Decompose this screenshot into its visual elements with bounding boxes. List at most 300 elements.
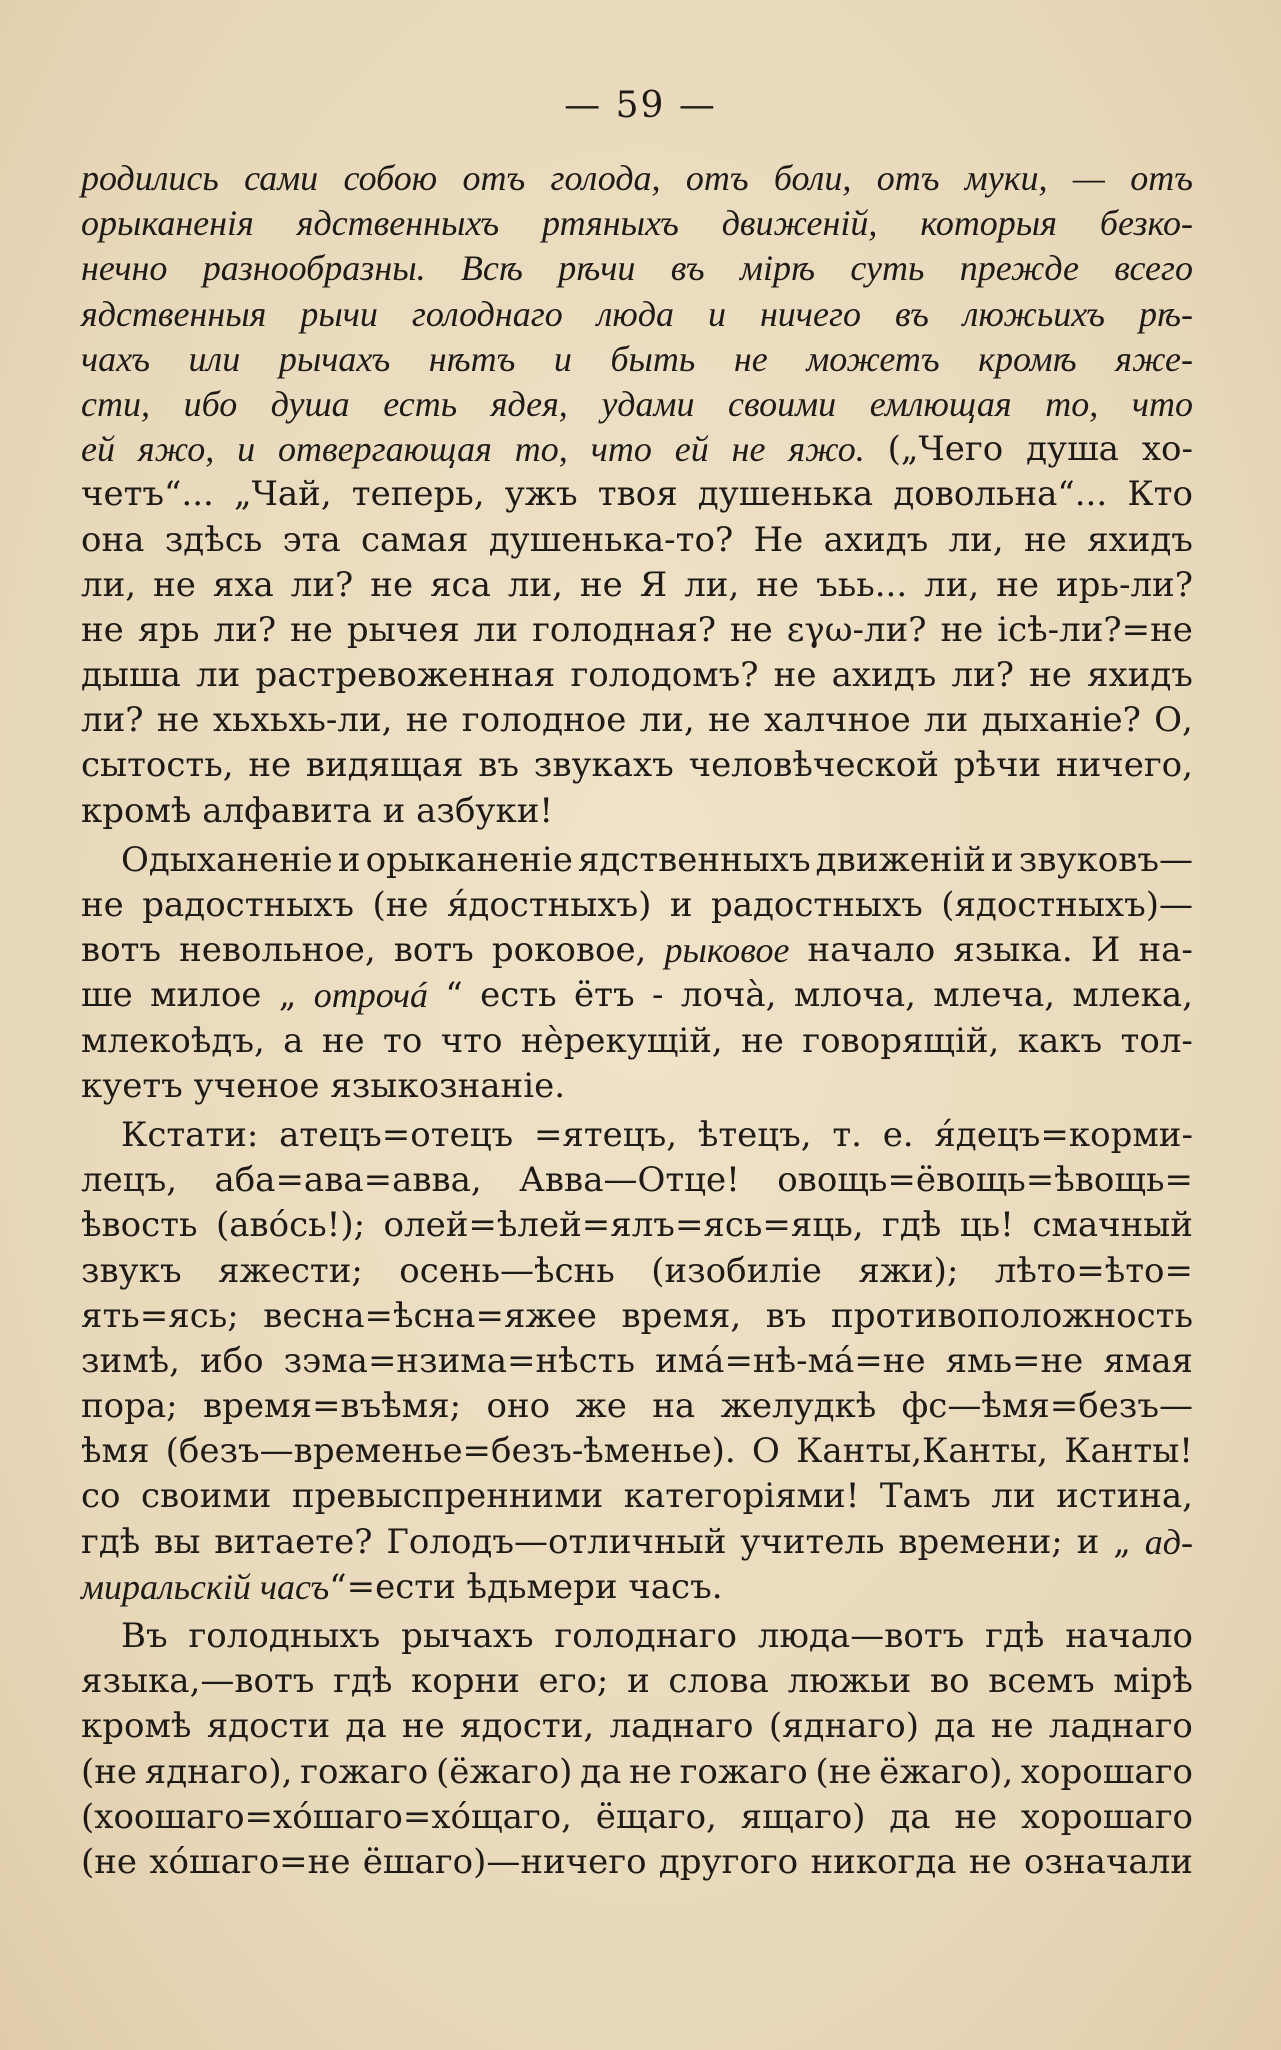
text-line <box>81 1384 1193 1429</box>
text-line <box>81 1429 1193 1474</box>
word: орыканеніе <box>365 839 573 880</box>
text-line <box>81 1158 1193 1203</box>
word: ничего, <box>1055 745 1193 786</box>
text-line <box>81 292 1193 337</box>
word: ямая <box>1103 1340 1193 1381</box>
word: не <box>940 609 984 650</box>
word: эта <box>282 519 341 560</box>
text-line <box>81 1019 1193 1064</box>
word: орыканенія <box>81 203 254 244</box>
word: не <box>1029 655 1072 696</box>
word: яже- <box>1115 338 1193 379</box>
word: отвергающая <box>278 429 492 470</box>
word: (изобиліе <box>651 1250 822 1291</box>
word: ъьь... <box>816 564 908 605</box>
word: начало <box>1065 1616 1193 1656</box>
word: „Чай, <box>234 474 332 515</box>
word: не <box>321 1020 365 1061</box>
word: языка,—вотъ <box>81 1661 315 1702</box>
word: ужъ <box>504 474 578 515</box>
text-line <box>81 1614 1193 1659</box>
word: хорошаго <box>1020 1751 1193 1792</box>
word: Голодъ—отличный <box>386 1521 727 1562</box>
word: своими <box>140 1476 272 1517</box>
text-line <box>81 1659 1193 1704</box>
word: она <box>81 519 145 560</box>
text-line <box>81 1704 1193 1749</box>
word: своими <box>728 383 837 424</box>
word: рычея <box>346 609 460 650</box>
word: рѣ- <box>1138 293 1193 334</box>
text-line <box>81 973 1193 1018</box>
word: не <box>968 1841 1012 1882</box>
word: въ <box>670 248 705 289</box>
word: слова <box>668 1661 769 1702</box>
word: не <box>401 1706 445 1747</box>
word: категоріями! <box>623 1476 860 1517</box>
word: не <box>405 700 449 741</box>
word: олей=ѣлей=ялъ=ясь=яць, <box>383 1205 864 1246</box>
word: четъ“... <box>81 474 214 515</box>
word: Въ <box>121 1616 168 1656</box>
word: языка. <box>953 930 1073 971</box>
text-line <box>81 156 1193 201</box>
word: тол- <box>1120 1020 1193 1061</box>
body-text <box>81 156 1193 1885</box>
text-line <box>81 472 1193 517</box>
word: довольна“... <box>893 474 1108 515</box>
word: да <box>934 1706 976 1747</box>
page-number: — 59 — <box>564 85 717 126</box>
word: дыханіе? <box>981 700 1141 741</box>
word: отрочá <box>313 975 429 1016</box>
word: роковое, <box>491 930 647 971</box>
word: яднаго), <box>144 1751 293 1792</box>
word: (безъ—временье=безъ-ѣменье). <box>165 1431 736 1472</box>
word: смачный <box>1032 1205 1193 1246</box>
word: яжо, <box>137 429 215 470</box>
word: Канты! <box>1064 1431 1193 1472</box>
text-line <box>81 1520 1193 1565</box>
text-line <box>81 1249 1193 1294</box>
word: не <box>756 564 800 605</box>
word: и <box>669 885 693 925</box>
word: вотъ <box>393 930 474 971</box>
word: ць! <box>959 1205 1014 1246</box>
word: я́достныхъ) <box>446 885 652 925</box>
word: и <box>553 338 572 379</box>
word: не <box>81 885 124 925</box>
word: „ <box>278 975 297 1016</box>
word: „ <box>1113 1521 1131 1562</box>
word: со <box>81 1476 121 1517</box>
word: отъ <box>876 158 940 198</box>
word: е. <box>882 1114 914 1155</box>
word: ѣвость <box>81 1205 198 1246</box>
word: люжьи <box>787 1661 912 1702</box>
word: ядственныя <box>81 293 267 334</box>
word: („Чего <box>887 429 1004 470</box>
word: ямь=не <box>945 1340 1084 1381</box>
word: ахидъ <box>831 655 937 696</box>
word: оно <box>486 1386 551 1427</box>
word: твоя <box>597 474 678 515</box>
word: витаете? <box>214 1521 373 1562</box>
word: ярь <box>137 609 200 650</box>
text-line <box>81 1750 1193 1795</box>
text-segment: куетъ ученое языкознаніе. <box>81 1065 566 1106</box>
word: звукъ <box>81 1250 182 1291</box>
text-line <box>81 1840 1193 1885</box>
word: и <box>337 839 361 880</box>
word: фс—ѣмя=безъ— <box>901 1386 1193 1427</box>
text-line <box>81 653 1193 698</box>
word: муки, <box>964 158 1048 198</box>
word: голодное <box>461 700 627 741</box>
word: овощь=ёвощь=ѣвощь= <box>777 1160 1193 1201</box>
word: ей <box>674 429 709 470</box>
word: хо- <box>1141 429 1193 470</box>
word: не <box>1023 519 1067 560</box>
word: Не <box>753 519 804 560</box>
word: ничего <box>759 293 861 334</box>
word: =ятецъ, <box>533 1114 678 1155</box>
word: весна=ѣсна=яжее <box>263 1295 597 1336</box>
word: ли, <box>684 564 740 605</box>
word: хорошаго <box>1020 1796 1193 1837</box>
word: времени; <box>898 1521 1063 1562</box>
word: (яднаго) <box>768 1706 919 1747</box>
word: люда—вотъ <box>757 1616 965 1656</box>
word: видящая <box>305 745 464 786</box>
word: ли <box>924 700 969 741</box>
text-line <box>81 789 1193 834</box>
word: ёжаго), <box>879 1751 1014 1792</box>
word: не <box>248 745 292 786</box>
word: голоднаго <box>411 293 563 334</box>
word: сти, <box>81 383 150 424</box>
word: ли? <box>951 655 1014 696</box>
word: имá=нѣ-мá=не <box>655 1340 926 1381</box>
word: не <box>990 1706 1034 1747</box>
word: движеній <box>815 839 986 880</box>
word: голоднаго <box>554 1616 737 1656</box>
word: душенька-то? <box>488 519 734 560</box>
word: а <box>283 1020 304 1061</box>
word: кромѣ <box>978 338 1077 379</box>
word: зимѣ, <box>81 1340 180 1381</box>
text-line <box>81 337 1193 382</box>
word: осень—ѣснь <box>399 1250 615 1291</box>
word: на <box>652 1386 696 1427</box>
word: или <box>188 338 241 379</box>
word: Авва—Отце! <box>519 1160 740 1201</box>
word: - <box>651 975 664 1016</box>
word: нѣтъ <box>428 338 516 379</box>
word: не <box>996 564 1040 605</box>
word: халчное <box>764 700 911 741</box>
word: ѣмя <box>81 1431 150 1472</box>
word: (ёжаго) <box>435 1751 573 1792</box>
word: въ <box>765 1295 807 1336</box>
text-line <box>81 1565 1193 1610</box>
text-line <box>81 698 1193 743</box>
word: Кстати: <box>121 1114 259 1155</box>
word: ісѣ-ли?=не <box>997 609 1193 650</box>
word: нечно <box>81 248 168 289</box>
word: ирь-ли? <box>1056 564 1193 605</box>
word: люжьихъ <box>962 293 1105 334</box>
word: родились <box>81 158 219 198</box>
word: человѣческой <box>688 745 939 786</box>
word: яжо. <box>788 429 865 470</box>
word: не <box>731 429 766 470</box>
word: аба=ава=авва, <box>214 1160 482 1201</box>
word: не <box>629 1751 672 1792</box>
word: радостныхъ <box>710 885 923 925</box>
word: сами <box>244 158 319 198</box>
word: въ <box>478 745 519 786</box>
word: ли <box>473 609 519 650</box>
word: что <box>590 429 652 470</box>
word: прежде <box>959 248 1079 289</box>
word: млекоѣдъ, <box>81 1020 265 1061</box>
word: ядости, <box>460 1706 595 1747</box>
text-line <box>81 883 1193 928</box>
word: ять=ясь; <box>81 1295 239 1336</box>
word: ли? <box>81 700 144 741</box>
word: атецъ=отецъ <box>279 1114 514 1155</box>
word: пора; <box>81 1386 178 1427</box>
word: ли? <box>290 564 354 605</box>
word: которыя <box>920 203 1057 244</box>
word: ёшаго)—ничего <box>362 1841 647 1882</box>
word: яхидъ <box>1087 519 1193 560</box>
word: яха <box>212 564 274 605</box>
word: вотъ <box>81 930 162 971</box>
word: ли, <box>81 564 137 605</box>
word: другого <box>658 1841 799 1882</box>
word: (не <box>815 1751 872 1792</box>
word: душа <box>1026 429 1119 470</box>
text-line <box>81 201 1193 246</box>
word: въ <box>894 293 929 334</box>
word: — <box>1072 158 1105 198</box>
word: не <box>81 609 124 650</box>
word: рѣчи <box>558 248 636 289</box>
word: зэма=нзима=нѣсть <box>283 1340 636 1381</box>
word: безко- <box>1099 203 1193 244</box>
text-line <box>81 608 1193 653</box>
word: ей <box>81 429 115 470</box>
word: гдѣ <box>985 1616 1045 1656</box>
text-line <box>81 427 1193 472</box>
word: млеча, <box>933 975 1056 1016</box>
word: ад- <box>1144 1521 1193 1562</box>
word: голодомъ? <box>570 655 759 696</box>
word: И <box>1090 930 1121 971</box>
word: означали <box>1024 1841 1193 1882</box>
word: люда <box>596 293 675 334</box>
italic-text: миральскій часъ <box>81 1566 330 1607</box>
text-line <box>81 382 1193 427</box>
word: рыковое <box>664 930 790 971</box>
text-line <box>81 838 1193 883</box>
word: милое <box>150 975 262 1016</box>
word: Одыханеніе <box>121 839 333 880</box>
word: Всѣ <box>460 248 523 289</box>
text-line <box>81 518 1193 563</box>
word: не <box>954 1796 998 1837</box>
word: голодныхъ <box>188 1616 381 1656</box>
word: емлющая <box>869 383 1012 424</box>
word: гдѣ <box>81 1521 141 1562</box>
word: Кто <box>1127 474 1193 515</box>
word: то <box>383 1020 423 1061</box>
word: желудкѣ <box>720 1386 877 1427</box>
word: что <box>440 1020 503 1061</box>
word: невольное, <box>179 930 376 971</box>
word: ибо <box>183 383 238 424</box>
word: ахидъ <box>823 519 929 560</box>
word: голода, <box>550 158 661 198</box>
word: душенька <box>697 474 874 515</box>
word: дыша <box>81 655 181 696</box>
word: есть <box>383 383 458 424</box>
word: и <box>991 839 1014 880</box>
word: ли <box>991 1476 1036 1517</box>
word: (хоошаго=хóшаго=хóщаго, <box>81 1796 572 1837</box>
word: его; <box>538 1661 609 1702</box>
word: гожаго <box>300 1751 429 1792</box>
word: ядственныхъ <box>577 839 811 880</box>
word: вы <box>154 1521 201 1562</box>
word: да <box>889 1796 931 1837</box>
word: “ <box>445 975 463 1016</box>
word: не <box>579 564 623 605</box>
text-line <box>81 1474 1193 1519</box>
word: быть <box>610 338 696 379</box>
word: (авóсь!); <box>215 1205 366 1246</box>
word: превыспренними <box>291 1476 604 1517</box>
word: отъ <box>685 158 749 198</box>
word: не <box>156 700 200 741</box>
word: то, <box>1045 383 1099 424</box>
text-line <box>81 1795 1193 1840</box>
word: гожаго <box>679 1751 808 1792</box>
word: т. <box>832 1114 862 1155</box>
word: яса <box>430 564 491 605</box>
word: (не <box>372 885 429 925</box>
word: (не <box>81 1841 138 1882</box>
text-segment: кромѣ алфавита и азбуки! <box>81 790 554 831</box>
word: да <box>345 1706 387 1747</box>
word: теперь, <box>351 474 485 515</box>
word: есть <box>480 975 557 1016</box>
word: суть <box>850 248 925 289</box>
word: радостныхъ <box>142 885 355 925</box>
word: противоположность <box>831 1295 1193 1336</box>
word: учитель <box>740 1521 885 1562</box>
word: ладнаго <box>609 1706 754 1747</box>
word: не <box>153 564 196 605</box>
word: звукахъ <box>533 745 674 786</box>
text-line <box>81 1339 1193 1384</box>
word: (не <box>81 1751 138 1792</box>
word: яжести; <box>218 1250 363 1291</box>
word: лѣто=ѣто= <box>994 1250 1193 1291</box>
word: звуковъ— <box>1018 839 1193 880</box>
word: ли, <box>507 564 563 605</box>
word: боли, <box>773 158 852 198</box>
word: не <box>707 700 751 741</box>
word: рычахъ <box>401 1616 534 1656</box>
word: ёщаго, <box>595 1796 717 1837</box>
word: лецъ, <box>81 1160 178 1201</box>
text-line <box>81 1064 1193 1109</box>
word: рѣчи <box>953 745 1042 786</box>
word: да <box>580 1751 622 1792</box>
word: движеній, <box>721 203 878 244</box>
word: и <box>237 429 256 470</box>
word: лочà, <box>680 975 777 1016</box>
word: Канты,Канты, <box>796 1431 1048 1472</box>
word: ибо <box>200 1340 264 1381</box>
word: самая <box>361 519 469 560</box>
word: Тамъ <box>879 1476 971 1517</box>
word: то, <box>514 429 568 470</box>
word: хьхьхь-ли, <box>212 700 393 741</box>
word: мірѣ <box>739 248 815 289</box>
word: собою <box>343 158 438 198</box>
word: какъ <box>1017 1020 1103 1061</box>
word: растревоженная <box>255 655 556 696</box>
word: ладнаго <box>1048 1706 1193 1747</box>
word: и <box>707 293 726 334</box>
word: (ядостныхъ)— <box>941 885 1193 925</box>
text-segment: “=ести ѣдьмери часъ. <box>329 1566 723 1607</box>
word: истина, <box>1056 1476 1193 1517</box>
word: рычахъ <box>278 338 391 379</box>
word: нѐрекущій, <box>520 1020 723 1061</box>
text-line <box>81 743 1193 788</box>
word: отъ <box>462 158 526 198</box>
word: всемъ <box>988 1661 1095 1702</box>
text-line <box>81 1294 1193 1339</box>
word: сытость, <box>81 745 234 786</box>
word: ртяныхъ <box>542 203 679 244</box>
word: ли, <box>948 519 1004 560</box>
word: εγω-ли? <box>786 609 927 650</box>
text-line <box>81 928 1193 973</box>
word: яхидъ <box>1087 655 1193 696</box>
word: чахъ <box>81 338 150 379</box>
word: рычи <box>300 293 378 334</box>
word: не <box>370 564 414 605</box>
word: ядости <box>206 1706 331 1747</box>
word: разнообразны. <box>202 248 426 289</box>
word: никогда <box>810 1841 957 1882</box>
word: здѣсь <box>164 519 263 560</box>
word: корни <box>411 1661 520 1702</box>
word: млоча, <box>793 975 916 1016</box>
text-line <box>81 563 1193 608</box>
word: отъ <box>1130 158 1193 198</box>
word: время, <box>621 1295 742 1336</box>
word: и <box>1076 1521 1100 1562</box>
word: ѣтецъ, <box>697 1114 812 1155</box>
word: ётъ <box>574 975 635 1016</box>
